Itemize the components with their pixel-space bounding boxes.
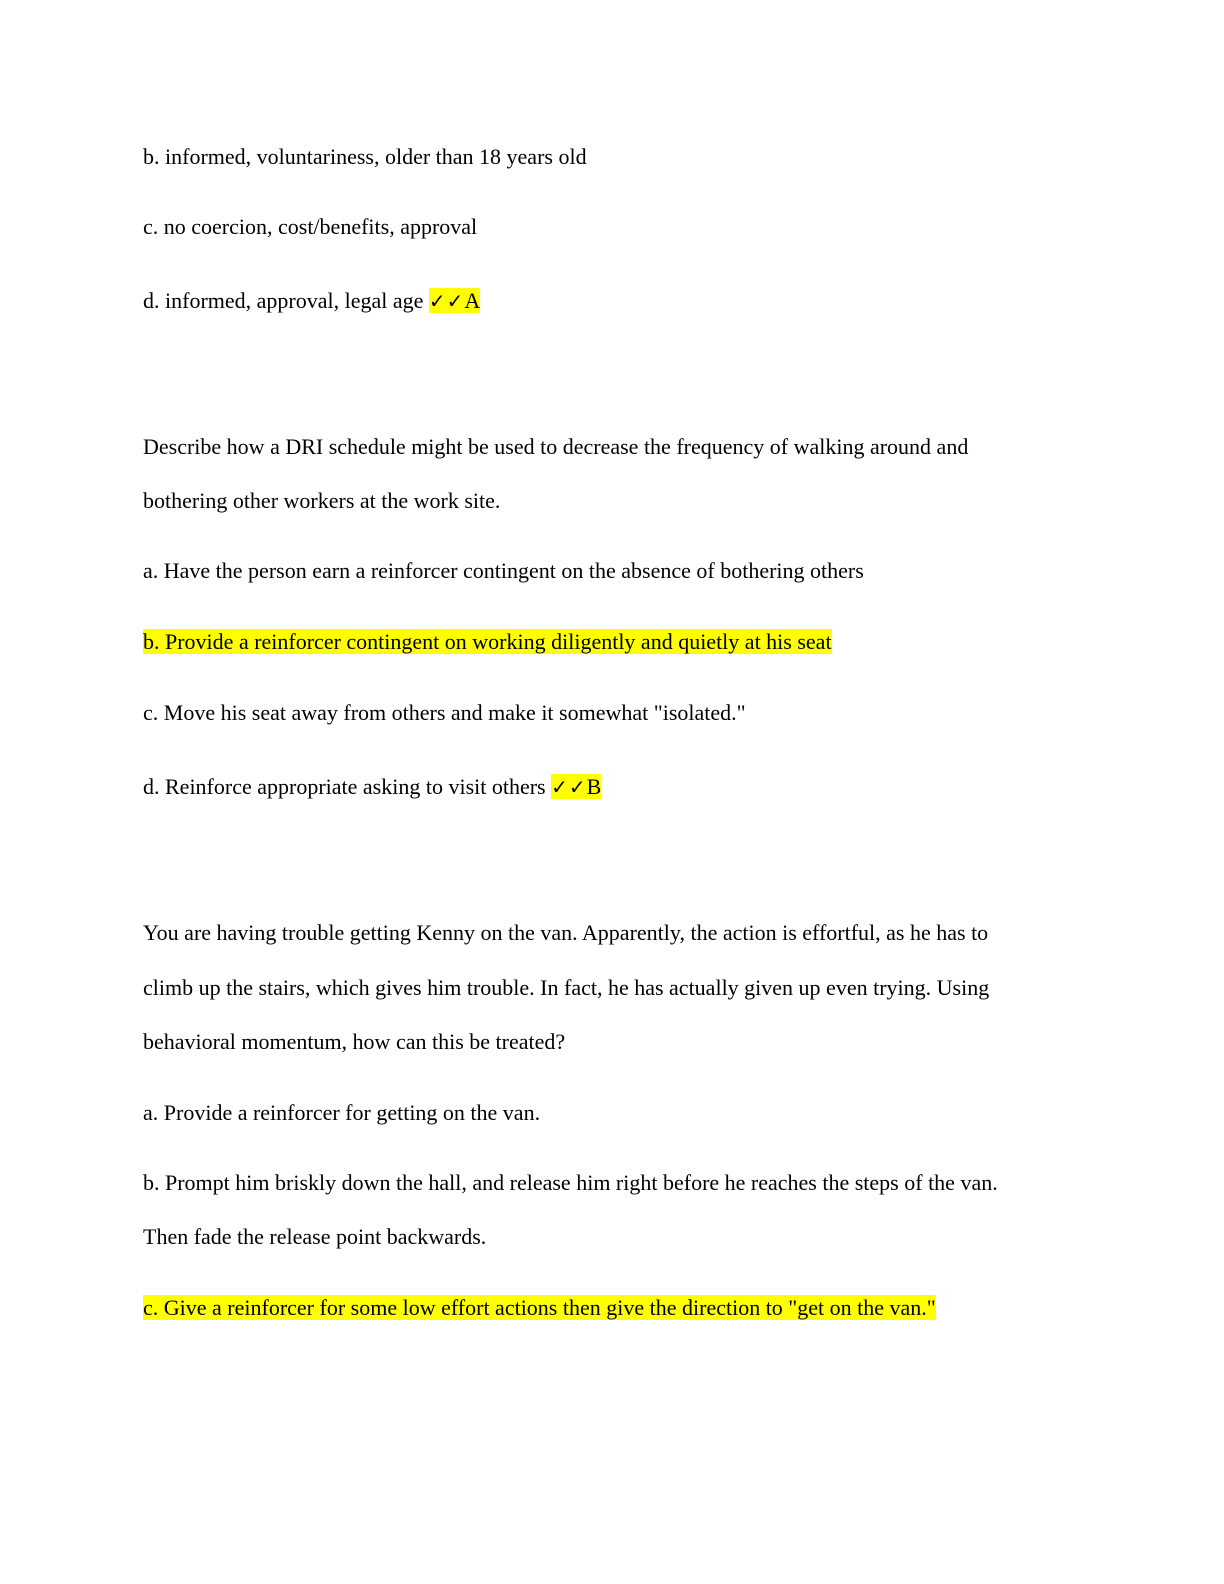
q3-option-b-line-1: b. Prompt him briskly down the hall, and release him right before he reaches the steps of the van. <box>143 1170 998 1195</box>
q1-answer-highlight <box>429 288 480 313</box>
q2-stem-line-1: Describe how a DRI schedule might be used to decrease the frequency of walking around and <box>143 434 969 459</box>
q2-answer-letter: B <box>586 774 602 799</box>
q2-option-d <box>143 773 601 801</box>
checkmark-icon: ✓✓ <box>428 289 465 313</box>
q2-stem-line-2: bothering other workers at the work site. <box>143 488 501 513</box>
q3-stem-line-2: climb up the stairs, which gives him trouble. In fact, he has actually given up even trying. Using <box>143 975 990 1000</box>
q1-option-d <box>143 287 480 315</box>
q2-answer-highlight <box>551 774 601 799</box>
q2-option-d-text: d. Reinforce appropriate asking to visit others <box>143 774 546 799</box>
checkmark-icon: ✓✓ <box>551 775 587 799</box>
q2-correct-highlight: b. Provide a reinforcer contingent on working diligently and quietly at his seat <box>143 629 832 654</box>
q3-stem-line-3: behavioral momentum, how can this be treated? <box>143 1029 566 1054</box>
q3-option-c <box>143 1294 936 1322</box>
q1-option-b: b. informed, voluntariness, older than 18 years old <box>143 144 587 169</box>
q2-option-c: c. Move his seat away from others and make it somewhat "isolated." <box>143 700 746 725</box>
q2-option-b <box>143 628 832 656</box>
q1-answer-letter: A <box>464 288 481 313</box>
q3-option-b-line-2: Then fade the release point backwards. <box>143 1224 487 1249</box>
q1-option-d-text: d. informed, approval, legal age <box>143 288 424 313</box>
q1-option-c: c. no coercion, cost/benefits, approval <box>143 214 478 239</box>
q2-option-a: a. Have the person earn a reinforcer contingent on the absence of bothering others <box>143 558 864 583</box>
q3-correct-highlight: c. Give a reinforcer for some low effort actions then give the direction to "get on the van." <box>143 1295 936 1320</box>
q3-option-a: a. Provide a reinforcer for getting on the van. <box>143 1100 541 1125</box>
q3-stem-line-1: You are having trouble getting Kenny on the van. Apparently, the action is effortful, as he has to <box>143 920 989 945</box>
